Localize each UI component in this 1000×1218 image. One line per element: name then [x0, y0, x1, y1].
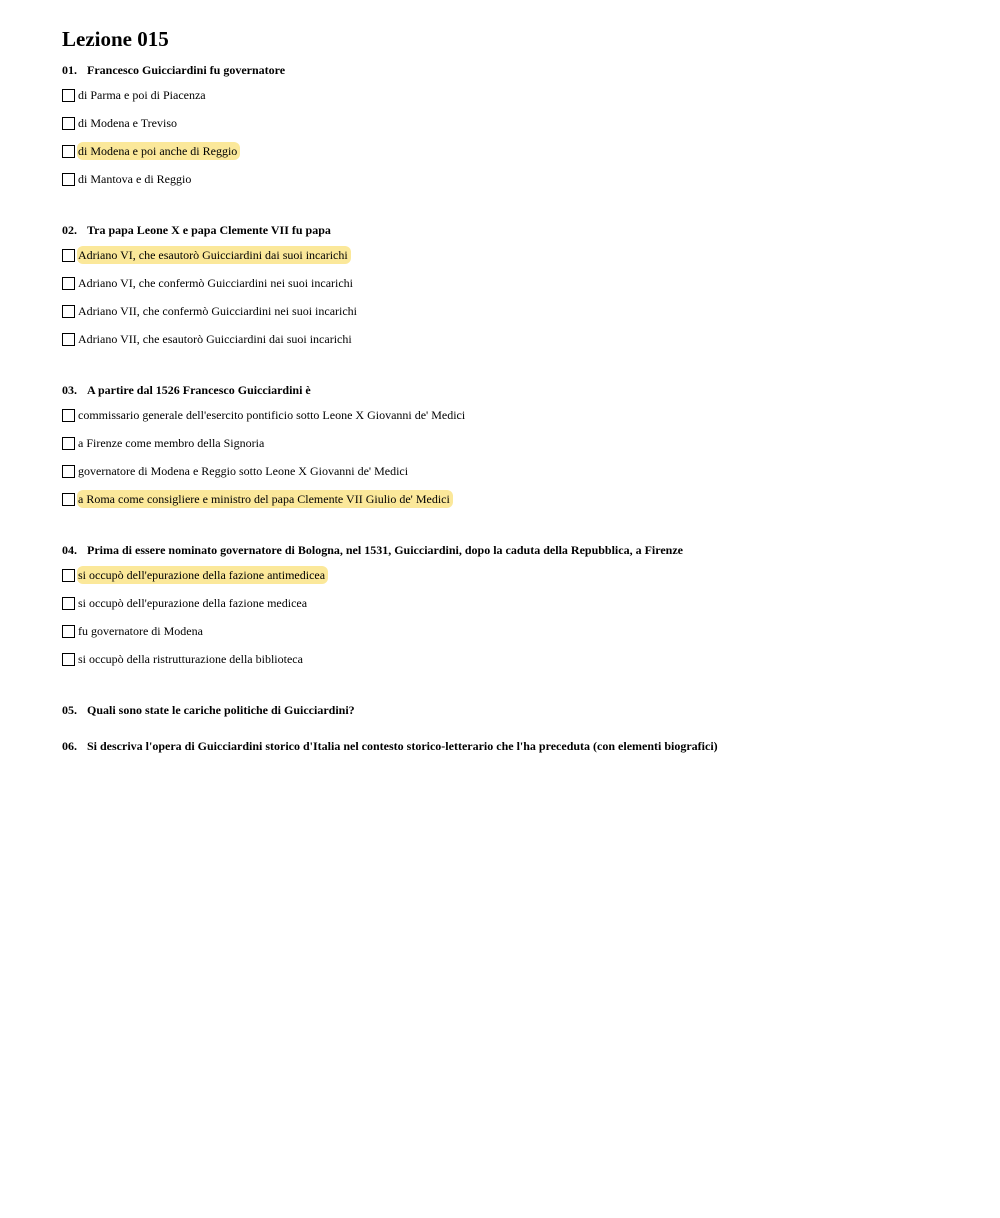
answer-text: si occupò della ristrutturazione della biblioteca [78, 652, 303, 666]
question-heading [62, 222, 962, 238]
answer-option[interactable] [62, 141, 962, 161]
page-title: Lezione 015 [62, 27, 169, 51]
question-spacer [62, 677, 962, 690]
question-list [62, 62, 962, 754]
answer-option[interactable] [62, 649, 962, 669]
answer-checkbox[interactable] [62, 597, 75, 610]
answer-option[interactable] [62, 329, 962, 349]
question-heading [62, 382, 962, 398]
document-page [62, 26, 962, 761]
answer-text: a Firenze come membro della Signoria [78, 436, 265, 450]
question-text: Quali sono state le cariche politiche di Guicciardini? [87, 703, 355, 717]
answer-text: commissario generale dell'esercito pontificio sotto Leone X Giovanni de' Medici [78, 408, 466, 422]
question-number: 05. [62, 703, 77, 717]
answer-option[interactable] [62, 113, 962, 133]
answer-text: Adriano VI, che confermò Guicciardini nei suoi incarichi [78, 276, 354, 290]
answer-text: governatore di Modena e Reggio sotto Leone X Giovanni de' Medici [78, 464, 409, 478]
question-1 [62, 62, 962, 210]
answer-option[interactable] [62, 489, 962, 509]
question-heading [62, 62, 962, 78]
answer-checkbox[interactable] [62, 465, 75, 478]
answer-checkbox[interactable] [62, 437, 75, 450]
highlighted-answer-text: Adriano VI, che esautorò Guicciardini dai suoi incarichi [77, 246, 351, 264]
question-spacer [62, 517, 962, 530]
answer-text: di Modena e Treviso [78, 116, 177, 130]
question-text: Francesco Guicciardini fu governatore [87, 63, 286, 77]
answer-checkbox[interactable] [62, 409, 75, 422]
answer-text: fu governatore di Modena [78, 624, 203, 638]
question-text: Prima di essere nominato governatore di Bologna, nel 1531, Guicciardini, dopo la caduta della Repubblica, a Firenze [87, 543, 684, 557]
question-6 [62, 738, 962, 754]
answer-option[interactable] [62, 273, 962, 293]
answer-text: Adriano VII, che esautorò Guicciardini dai suoi incarichi [78, 332, 352, 346]
question-heading [62, 702, 962, 718]
question-text: A partire dal 1526 Francesco Guicciardini è [87, 383, 311, 397]
answer-checkbox[interactable] [62, 277, 75, 290]
question-4 [62, 542, 962, 690]
question-text: Si descriva l'opera di Guicciardini storico d'Italia nel contesto storico-letterario che l'ha preceduta (con elementi biografici) [87, 739, 718, 753]
answer-text: Adriano VII, che confermò Guicciardini nei suoi incarichi [78, 304, 358, 318]
answer-text: si occupò dell'epurazione della fazione medicea [78, 596, 308, 610]
answer-checkbox[interactable] [62, 493, 75, 506]
answer-checkbox[interactable] [62, 625, 75, 638]
question-number: 04. [62, 543, 77, 557]
answer-text: di Mantova e di Reggio [78, 172, 192, 186]
answer-checkbox[interactable] [62, 305, 75, 318]
highlighted-answer-text: a Roma come consigliere e ministro del papa Clemente VII Giulio de' Medici [77, 490, 453, 508]
question-2 [62, 222, 962, 370]
highlighted-answer-text: si occupò dell'epurazione della fazione antimedicea [77, 566, 328, 584]
question-3 [62, 382, 962, 530]
answer-option[interactable] [62, 461, 962, 481]
question-number: 02. [62, 223, 77, 237]
highlighted-answer-text: di Modena e poi anche di Reggio [77, 142, 240, 160]
answer-option[interactable] [62, 565, 962, 585]
question-number: 03. [62, 383, 77, 397]
question-text: Tra papa Leone X e papa Clemente VII fu papa [87, 223, 331, 237]
question-spacer [62, 357, 962, 370]
answer-option[interactable] [62, 301, 962, 321]
answer-option[interactable] [62, 85, 962, 105]
answer-text: di Parma e poi di Piacenza [78, 88, 206, 102]
answer-option[interactable] [62, 405, 962, 425]
answer-option[interactable] [62, 621, 962, 641]
question-spacer [62, 197, 962, 210]
question-number: 06. [62, 739, 77, 753]
answer-option[interactable] [62, 245, 962, 265]
answer-checkbox[interactable] [62, 569, 75, 582]
answer-checkbox[interactable] [62, 333, 75, 346]
answer-option[interactable] [62, 169, 962, 189]
answer-checkbox[interactable] [62, 653, 75, 666]
answer-checkbox[interactable] [62, 145, 75, 158]
answer-option[interactable] [62, 593, 962, 613]
question-5 [62, 702, 962, 718]
answer-option[interactable] [62, 433, 962, 453]
answer-checkbox[interactable] [62, 173, 75, 186]
question-number: 01. [62, 63, 77, 77]
answer-checkbox[interactable] [62, 249, 75, 262]
answer-checkbox[interactable] [62, 117, 75, 130]
answer-checkbox[interactable] [62, 89, 75, 102]
question-heading [62, 542, 962, 558]
question-heading [62, 738, 962, 754]
